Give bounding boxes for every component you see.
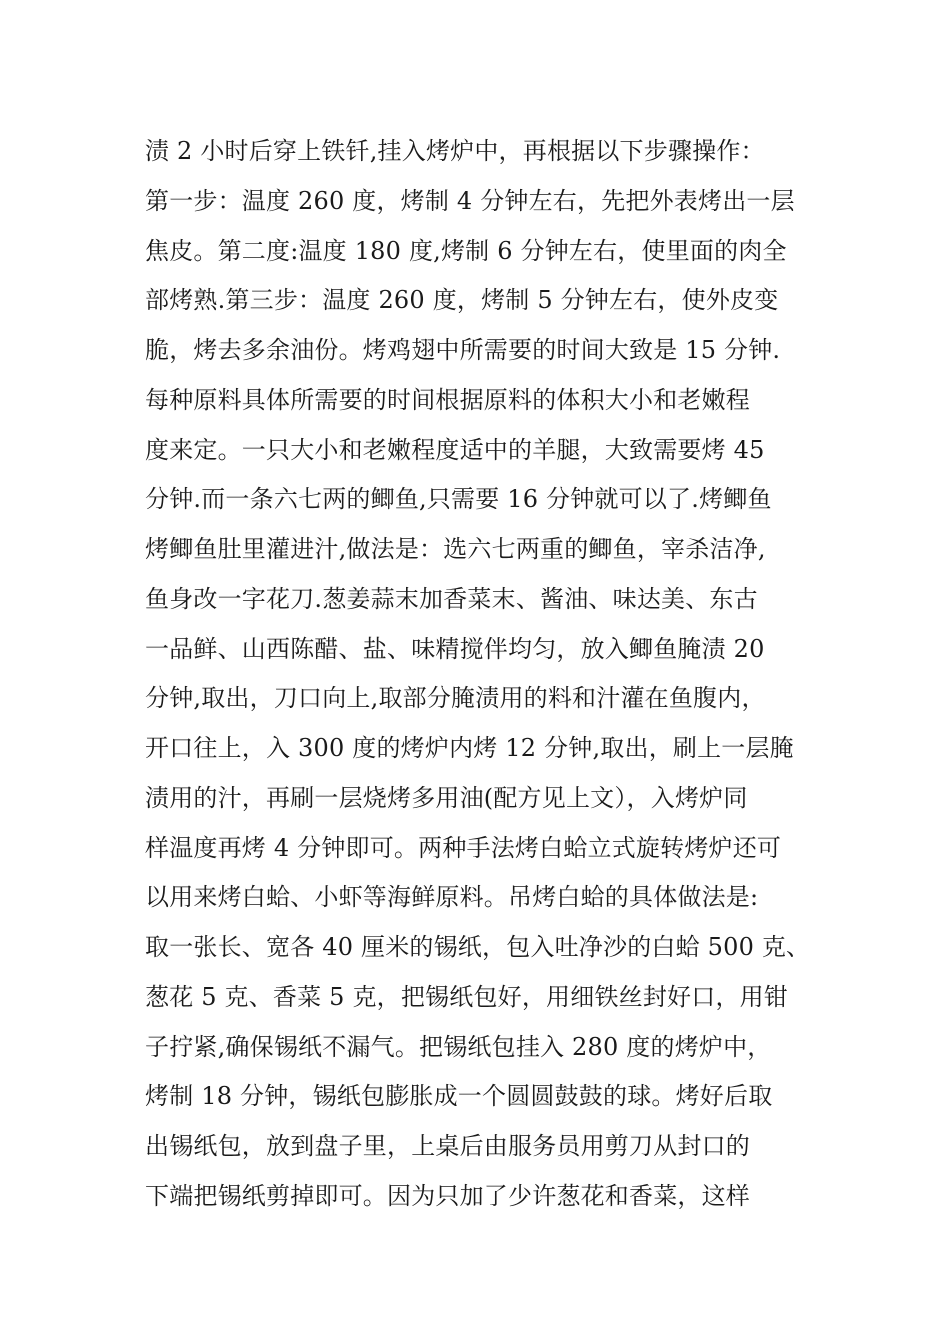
text-line: 取一张长、宽各 40 厘米的锡纸，包入吐净沙的白蛤 500 克、 [145,933,811,961]
text-line: 焦皮。第二度:温度 180 度,烤制 6 分钟左右，使里面的肉全 [145,236,787,265]
text-line: 度来定。一只大小和老嫩程度适中的羊腿，大致需要烤 45 [145,435,765,464]
text-line: 出锡纸包，放到盘子里，上桌后由服务员用剪刀从封口的 [145,1132,750,1160]
text-line: 渍用的汁，再刷一层烧烤多用油(配方见上文），入烤炉同 [145,783,748,812]
body-text [145,127,815,1222]
text-line: 渍 2 小时后穿上铁钎,挂入烤炉中，再根据以下步骤操作： [145,137,765,165]
text-line: 分钟.而一条六七两的鲫鱼,只需要 16 分钟就可以了.烤鲫鱼 [145,485,772,514]
text-line: 下端把锡纸剪掉即可。因为只加了少许葱花和香菜，这样 [145,1181,750,1210]
text-line: 第一步：温度 260 度，烤制 4 分钟左右，先把外表烤出一层 [145,186,795,215]
text-line: 以用来烤白蛤、小虾等海鲜原料。吊烤白蛤的具体做法是: [145,883,759,912]
text-line: 烤制 18 分钟，锡纸包膨胀成一个圆圆鼓鼓的球。烤好后取 [145,1082,773,1111]
text-line: 烤鲫鱼肚里灌进汁,做法是：选六七两重的鲫鱼，宰杀洁净, [145,535,766,563]
text-line: 分钟,取出，刀口向上,取部分腌渍用的料和汁灌在鱼腹内， [145,684,766,713]
text-line: 部烤熟.第三步：温度 260 度，烤制 5 分钟左右，使外皮变 [145,286,779,315]
text-line: 脆，烤去多余油份。烤鸡翅中所需要的时间大致是 15 分钟. [145,336,781,364]
text-line: 葱花 5 克、香菜 5 克，把锡纸包好，用细铁丝封好口，用钳 [145,982,789,1011]
text-line: 鱼身改一字花刀.葱姜蒜末加香菜末、酱油、味达美、东古 [145,584,758,613]
text-line: 每种原料具体所需要的时间根据原料的体积大小和老嫩程 [145,385,750,414]
text-line: 开口往上，入 300 度的烤炉内烤 12 分钟,取出，刷上一层腌 [145,734,794,762]
text-line: 子拧紧,确保锡纸不漏气。把锡纸包挂入 280 度的烤炉中， [145,1032,772,1061]
text-line: 一品鲜、山西陈醋、盐、味精搅伴均匀，放入鲫鱼腌渍 20 [145,634,765,663]
text-line: 样温度再烤 4 分钟即可。两种手法烤白蛤立式旋转烤炉还可 [145,833,782,862]
